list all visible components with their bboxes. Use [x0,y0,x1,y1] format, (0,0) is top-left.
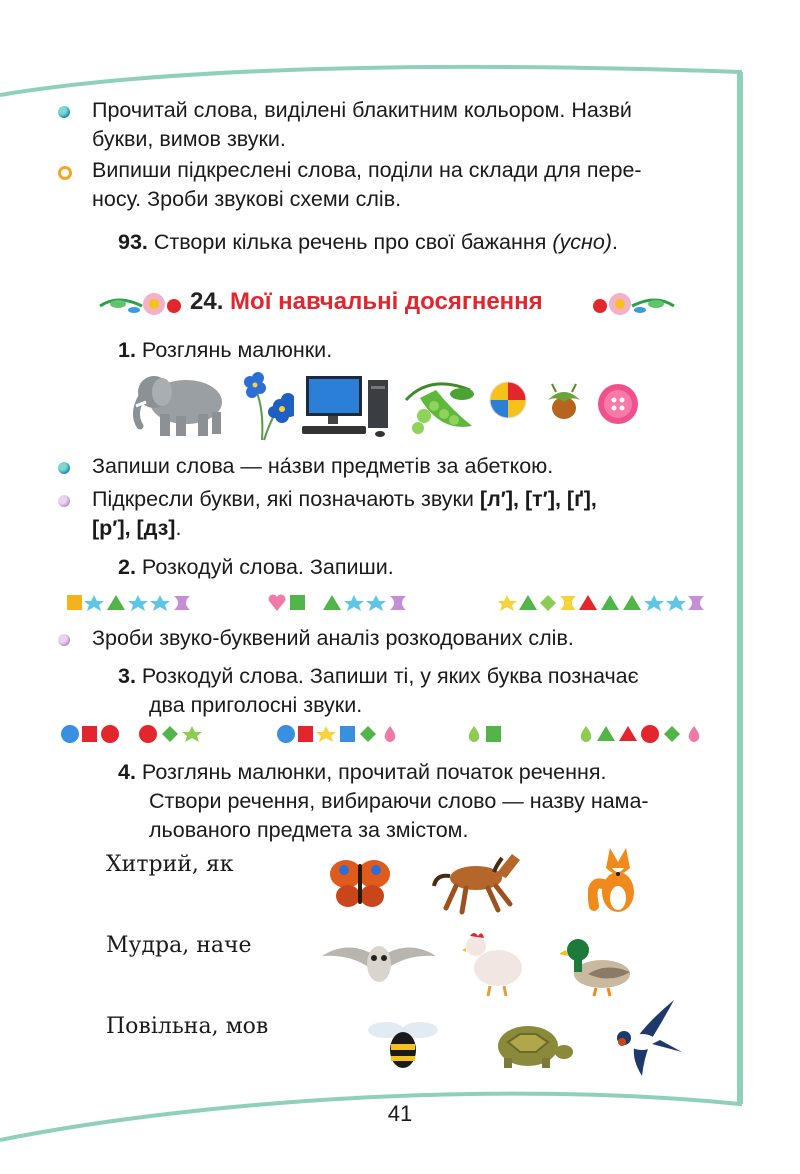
swallow-icon [608,998,684,1078]
hen-icon [462,928,528,998]
page-number: 41 [387,1101,413,1126]
code-symbols-icon [276,724,412,744]
code-symbols-icon [66,593,214,613]
task-1: 1. Розглянь малюнки. [118,338,333,362]
sentence-start: Повільна, мов [106,1014,269,1039]
elephant-icon [126,370,230,440]
butterfly-icon [328,856,392,910]
code-word [498,593,708,613]
horse-icon [432,846,524,916]
purple-bullet-icon [58,495,70,507]
code-symbols-icon [464,724,534,744]
code-symbols-icon [268,593,440,613]
orange-bullet-icon [58,166,72,180]
code-symbols-icon [498,593,708,613]
instruction-text: Запиши слова — на́зви предметів за абеткою. [92,454,554,478]
code-word [276,724,412,744]
instruction-text: Підкресли букви, які позначають звуки [л′], [т′], [ґ], [р′], [дз]. [92,487,597,540]
task-4: 4. Розглянь малюнки, прочитай початок речення. Створи речення, вибираючи слово — назву нама- льованого предмета за змістом. [118,760,649,842]
purple-bullet-icon [58,634,70,646]
instruction-text: Прочитай слова, виділені блакитним кольором. Назви́ букви, вимов звуки. [92,98,632,151]
task-2: 2. Розкодуй слова. Запиши. [118,555,394,579]
turtle-icon [490,1018,574,1074]
hazelnut-icon [542,382,586,422]
blue-bullet-icon [58,106,70,118]
code-word [464,724,534,744]
instruction-text: Випиши підкреслені слова, поділи на склади для пере- носу. Зроби звукові схеми слів. [92,158,642,211]
lesson-title: 24. Мої навчальні досягнення [190,288,543,315]
code-symbols-icon [576,724,712,744]
code-word [576,724,712,744]
blue-bullet-icon [58,462,70,474]
flower-ornament-icon [98,290,186,318]
button-icon [596,382,640,426]
code-word [268,593,440,613]
flower-icon [232,370,294,442]
computer-icon [300,374,392,438]
duck-icon [560,932,636,998]
fox-icon [588,846,648,916]
sentence-start: Мудра, наче [106,933,252,958]
code-word [60,724,224,744]
task-3: 3. Розкодуй слова. Запиши ті, у яких буква позначає два приголосні звуки. [118,664,639,717]
peas-icon [400,370,484,444]
flower-ornament-icon [588,290,676,318]
task-93: 93. Створи кілька речень про свої бажання (усно). [118,230,618,254]
sentence-start: Хитрий, як [106,852,234,877]
code-symbols-icon [60,724,224,744]
owl-icon [320,934,438,988]
ball-icon [488,380,528,420]
code-word [66,593,214,613]
bee-icon [364,1016,442,1072]
instruction-text: Зроби звуко-буквений аналіз розкодованих слів. [92,626,574,650]
